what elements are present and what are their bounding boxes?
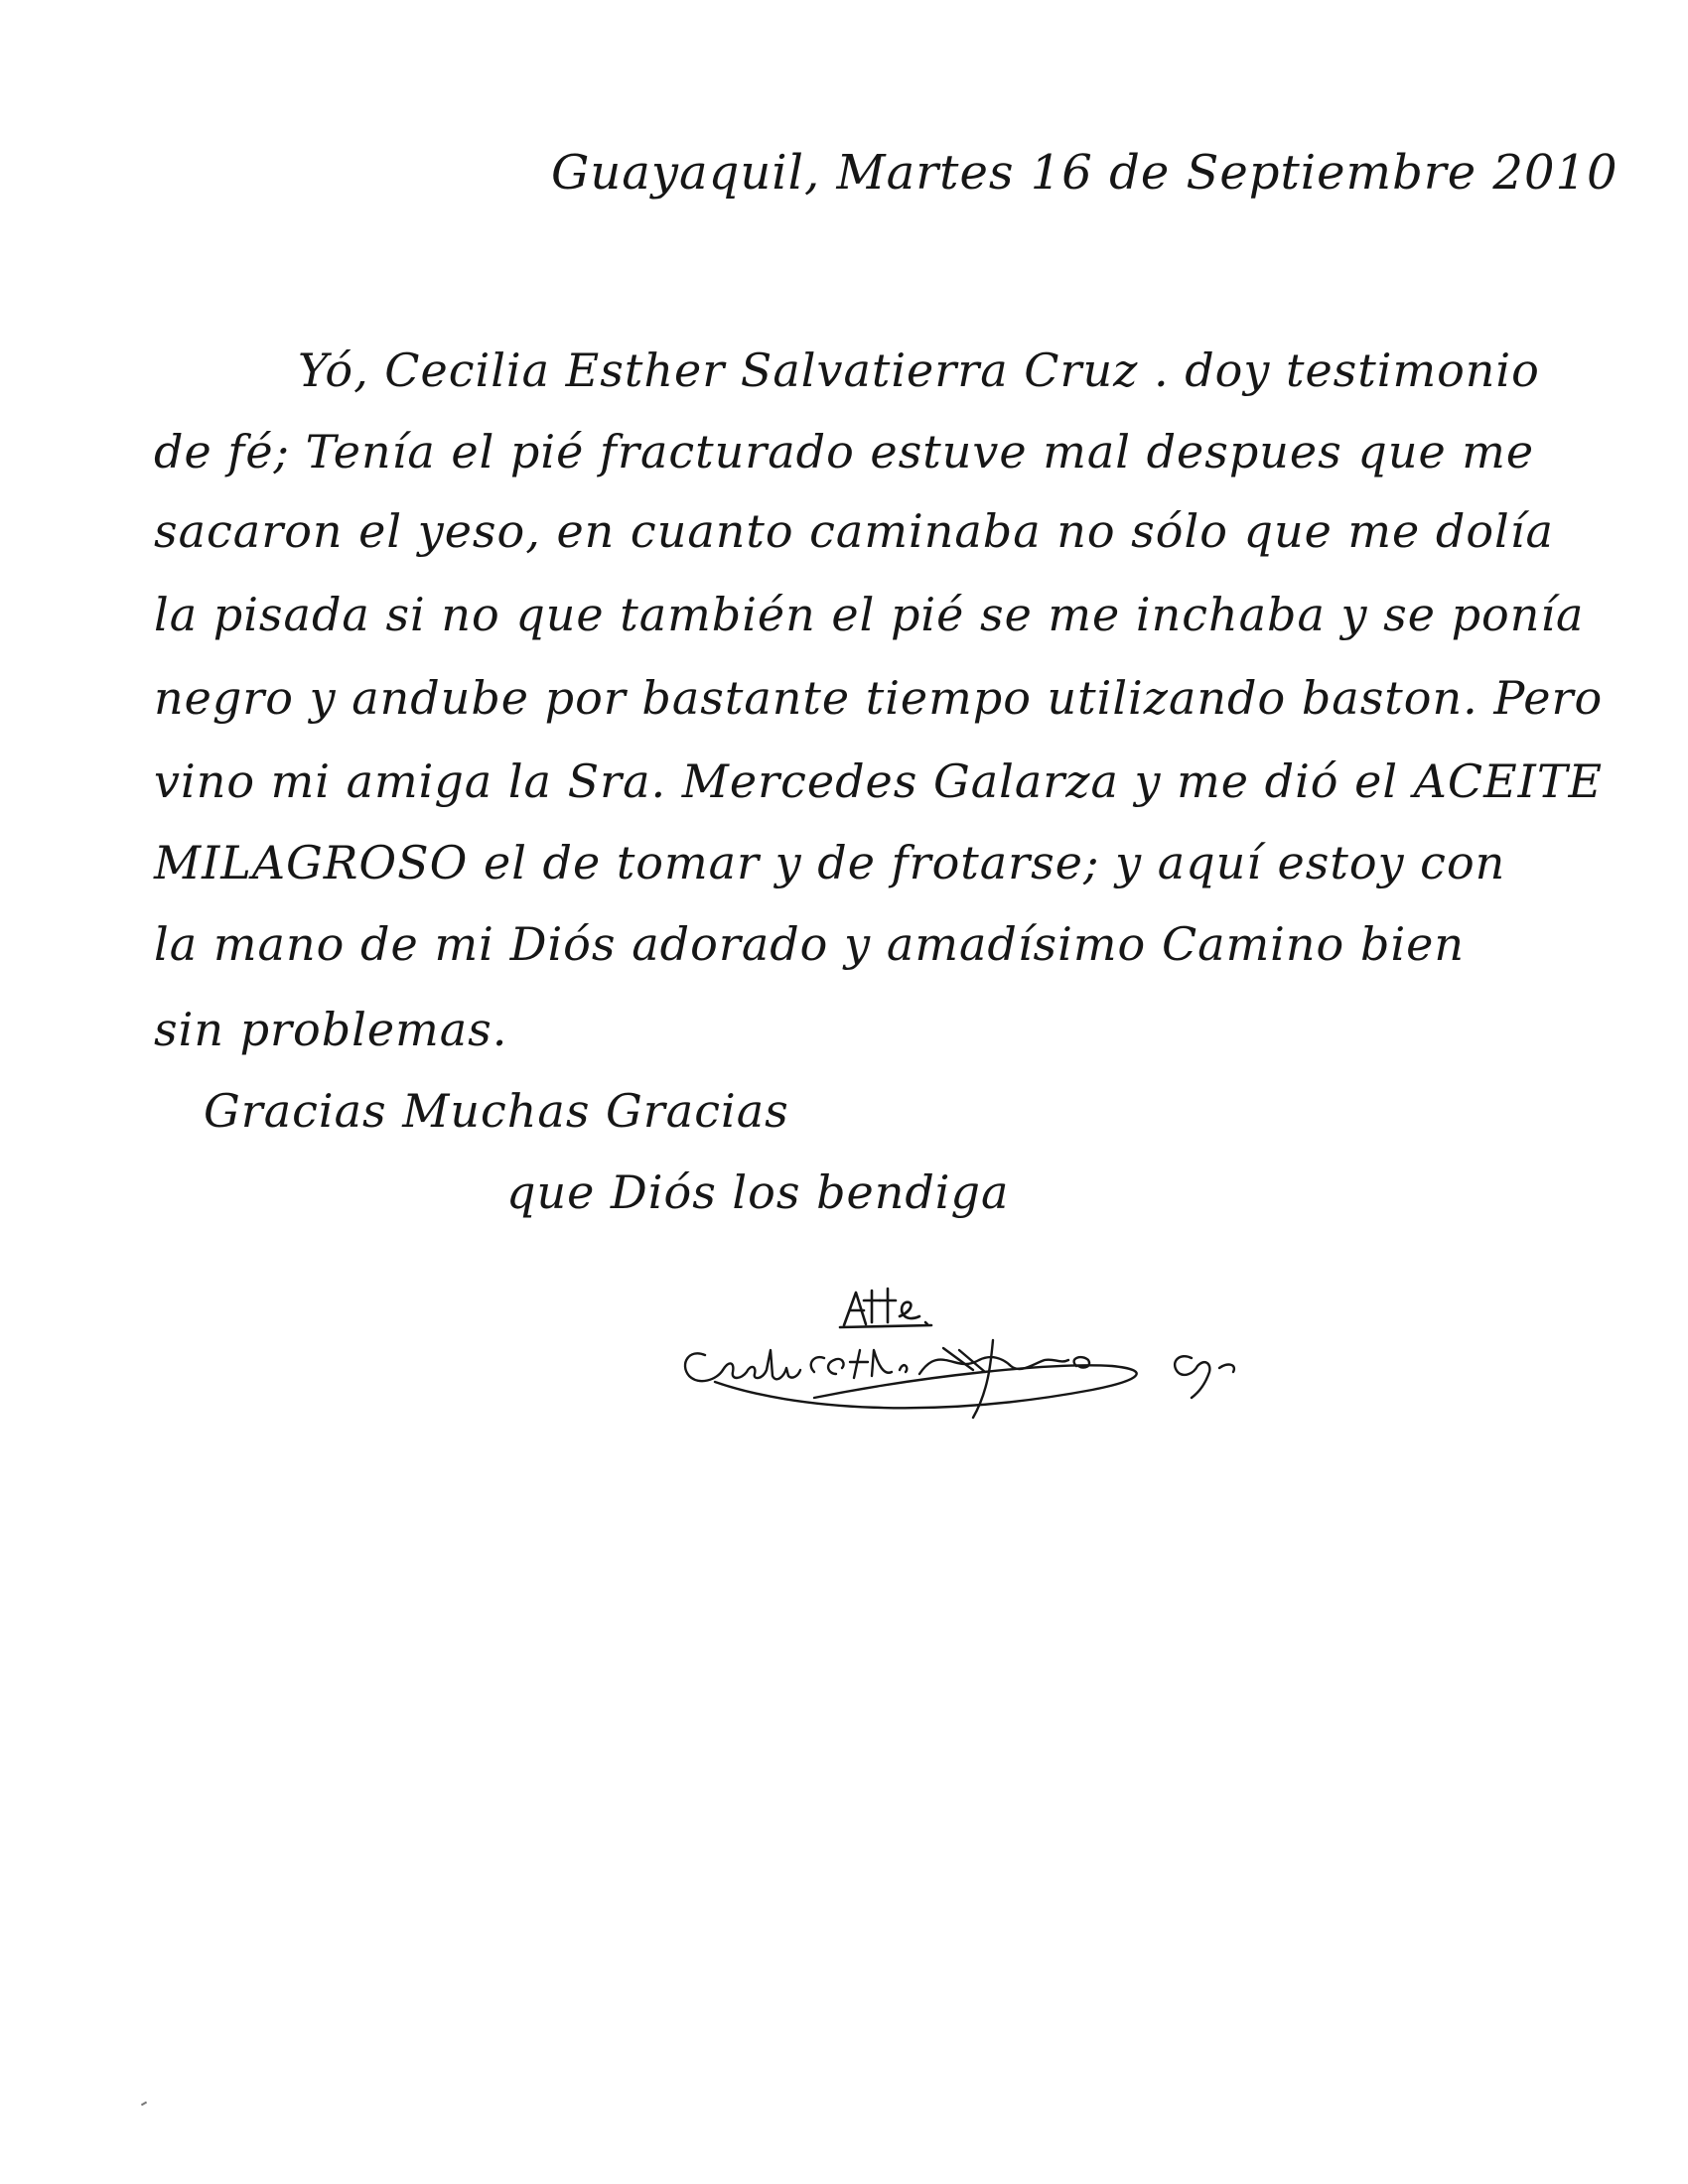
body-line-8: la mano de mi Diós adorado y amadísimo Camino bien	[154, 917, 1465, 971]
margin-mark	[141, 2102, 147, 2107]
body-line-1: Yó, Cecilia Esther Salvatierra Cruz . doy testimonio	[298, 343, 1540, 397]
signature-scribble	[685, 1340, 1234, 1418]
blessing-line: que Diós los bendiga	[506, 1165, 1010, 1219]
handwritten-signature	[675, 1281, 1350, 1439]
body-line-2: de fé; Tenía el pié fracturado estuve mal despues que me	[154, 425, 1535, 478]
body-line-4: la pisada si no que también el pié se me inchaba y se ponía	[154, 588, 1585, 641]
body-line-3: sacaron el yeso, en cuanto caminaba no sólo que me dolía	[154, 504, 1554, 558]
body-line-7: MILAGROSO el de tomar y de frotarse; y aquí estoy con	[154, 836, 1506, 889]
body-line-6: vino mi amiga la Sra. Mercedes Galarza y me dió el ACEITE	[154, 754, 1604, 808]
signature-closing-mark	[840, 1289, 931, 1327]
body-line-9: sin problemas.	[154, 1003, 508, 1056]
body-line-5: negro y andube por bastante tiempo utilizando baston. Pero	[154, 671, 1604, 725]
thanks-line: Gracias Muchas Gracias	[204, 1084, 789, 1138]
signature-block	[675, 1281, 1350, 1439]
date-line: Guayaquil, Martes 16 de Septiembre 2010	[551, 145, 1618, 201]
